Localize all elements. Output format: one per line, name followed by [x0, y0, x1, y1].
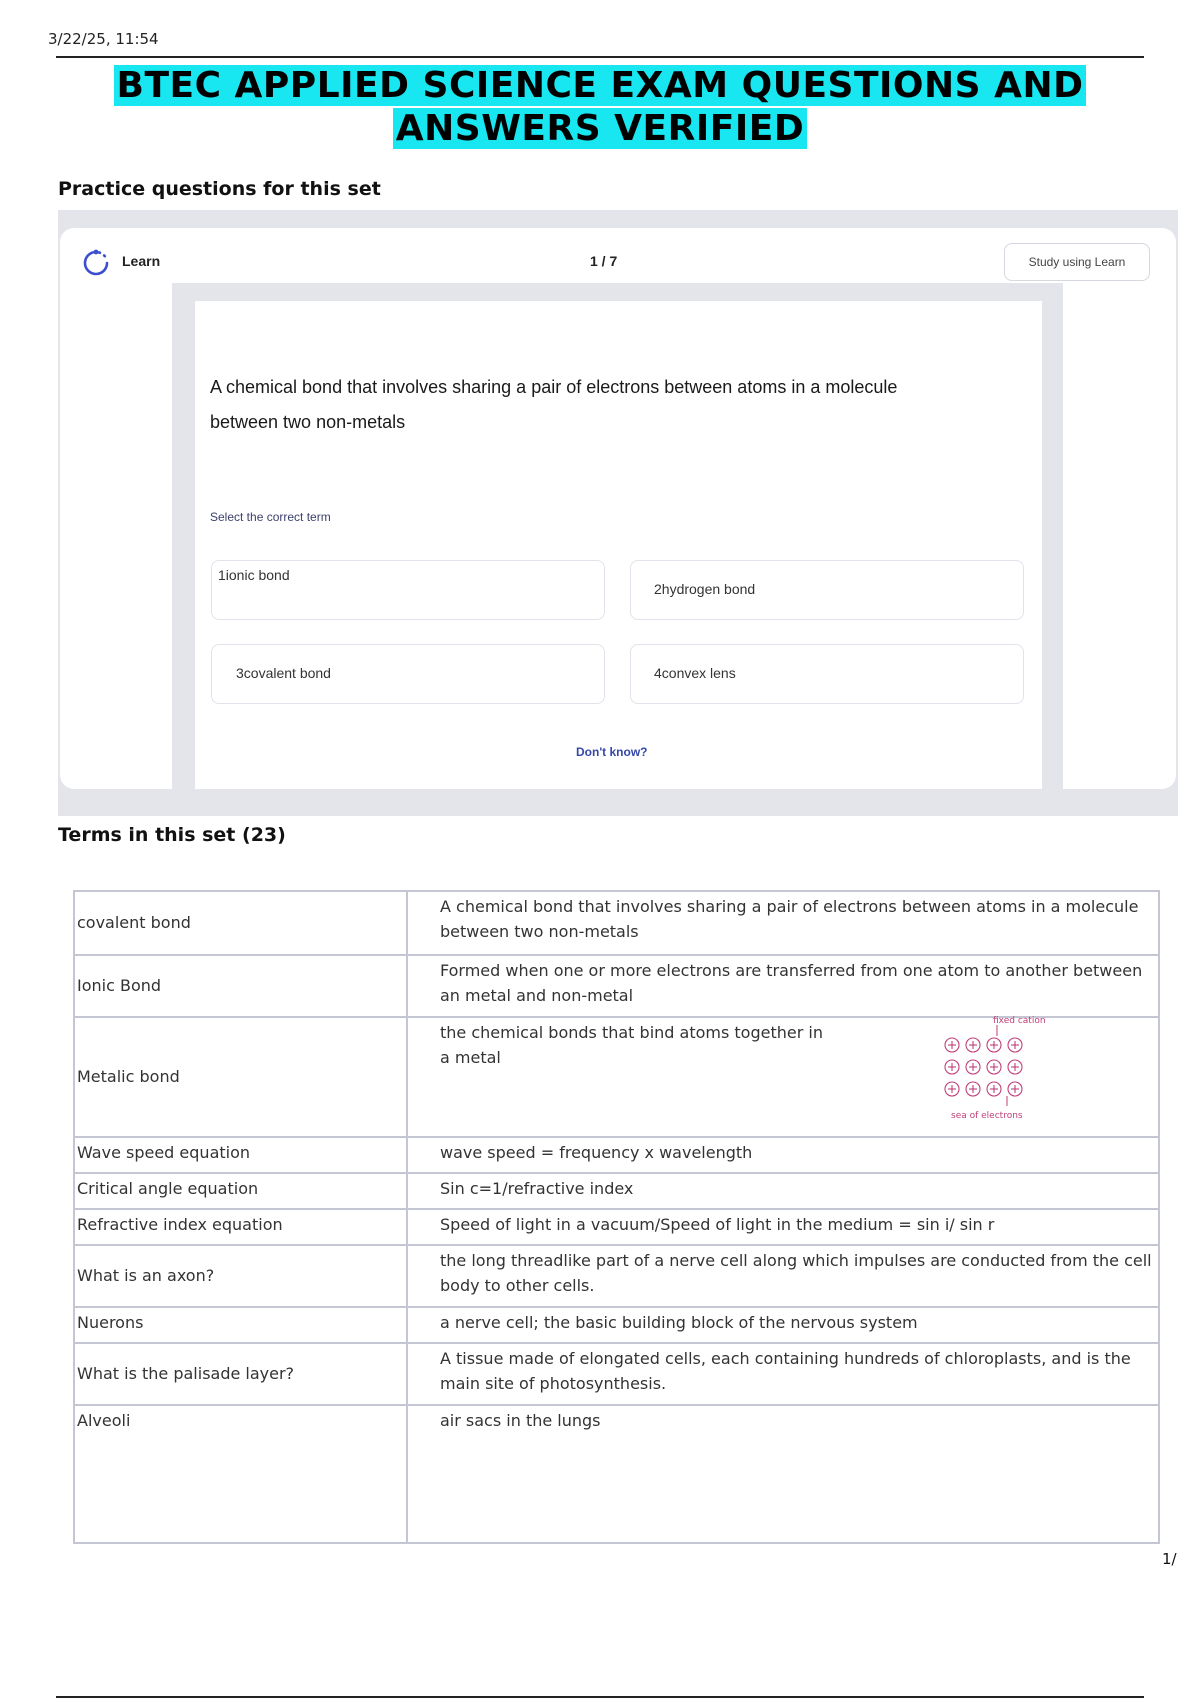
diagram-label-fixed-cation: fixed cation: [993, 1016, 1046, 1026]
terms-table: [73, 890, 1160, 1544]
terms-heading: Terms in this set (23): [58, 824, 286, 846]
term-cell: Nuerons: [74, 1307, 407, 1343]
definition-cell: Sin c=1/refractive index: [407, 1173, 1159, 1209]
term-cell: Ionic Bond: [74, 955, 407, 1017]
option-2-label: 2hydrogen bond: [654, 581, 756, 597]
cation-grid: [945, 1038, 1022, 1096]
definition-text: the chemical bonds that bind atoms together in a metal: [440, 1023, 823, 1067]
term-cell: What is the palisade layer?: [74, 1343, 407, 1405]
document-title: [56, 64, 1144, 150]
table-row: [74, 891, 1159, 955]
bottom-rule: [56, 1696, 1144, 1698]
title-line-2: ANSWERS VERIFIED: [393, 108, 807, 149]
page-number: 1/: [1162, 1550, 1177, 1568]
table-row: [74, 1173, 1159, 1209]
term-cell: Refractive index equation: [74, 1209, 407, 1245]
option-4-label: 4convex lens: [654, 665, 736, 681]
term-cell: covalent bond: [74, 891, 407, 955]
option-3[interactable]: [211, 644, 605, 704]
definition-cell: air sacs in the lungs: [407, 1405, 1159, 1543]
diagram-label-sea-of-electrons: sea of electrons: [951, 1111, 1023, 1120]
table-row: [74, 1245, 1159, 1307]
definition-cell: wave speed = frequency x wavelength: [407, 1137, 1159, 1173]
option-1[interactable]: [211, 560, 605, 620]
select-hint: Select the correct term: [210, 510, 331, 524]
learn-mode-icon: [81, 248, 111, 278]
question-text: A chemical bond that involves sharing a pair of electrons between atoms in a molecule between two non-metals: [210, 377, 898, 432]
term-cell: Metalic bond: [74, 1017, 407, 1137]
table-row: [74, 955, 1159, 1017]
table-row: [74, 1137, 1159, 1173]
learn-label: Learn: [122, 253, 161, 269]
option-2[interactable]: [630, 560, 1024, 620]
definition-cell: the long threadlike part of a nerve cell along which impulses are conducted from the cell body to other cells.: [407, 1245, 1159, 1307]
definition-cell: Formed when one or more electrons are transferred from one atom to another between an metal and non-metal: [407, 955, 1159, 1017]
timestamp: 3/22/25, 11:54: [48, 30, 159, 48]
table-row: [74, 1209, 1159, 1245]
title-line-1: BTEC APPLIED SCIENCE EXAM QUESTIONS AND: [114, 65, 1087, 106]
term-cell: What is an axon?: [74, 1245, 407, 1307]
term-cell: Critical angle equation: [74, 1173, 407, 1209]
top-rule: [56, 56, 1144, 58]
question-counter: 1 / 7: [590, 253, 618, 269]
definition-cell: a nerve cell; the basic building block of the nervous system: [407, 1307, 1159, 1343]
table-row: [74, 1307, 1159, 1343]
metallic-bond-diagram: [935, 1014, 1070, 1120]
definition-cell: Speed of light in a vacuum/Speed of light in the medium = sin i/ sin r: [407, 1209, 1159, 1245]
definition-cell: A chemical bond that involves sharing a pair of electrons between atoms in a molecule between two non-metals: [407, 891, 1159, 955]
study-using-learn-button[interactable]: Study using Learn: [1004, 243, 1150, 281]
term-cell: Alveoli: [74, 1405, 407, 1543]
practice-heading: Practice questions for this set: [58, 178, 381, 200]
option-4[interactable]: [630, 644, 1024, 704]
term-cell: Wave speed equation: [74, 1137, 407, 1173]
option-3-label: 3covalent bond: [236, 665, 331, 681]
table-row: [74, 1405, 1159, 1543]
dont-know-link[interactable]: Don't know?: [576, 745, 648, 759]
definition-cell: A tissue made of elongated cells, each containing hundreds of chloroplasts, and is the main site of photosynthesis.: [407, 1343, 1159, 1405]
table-row: [74, 1343, 1159, 1405]
option-1-label: 1ionic bond: [218, 567, 290, 583]
